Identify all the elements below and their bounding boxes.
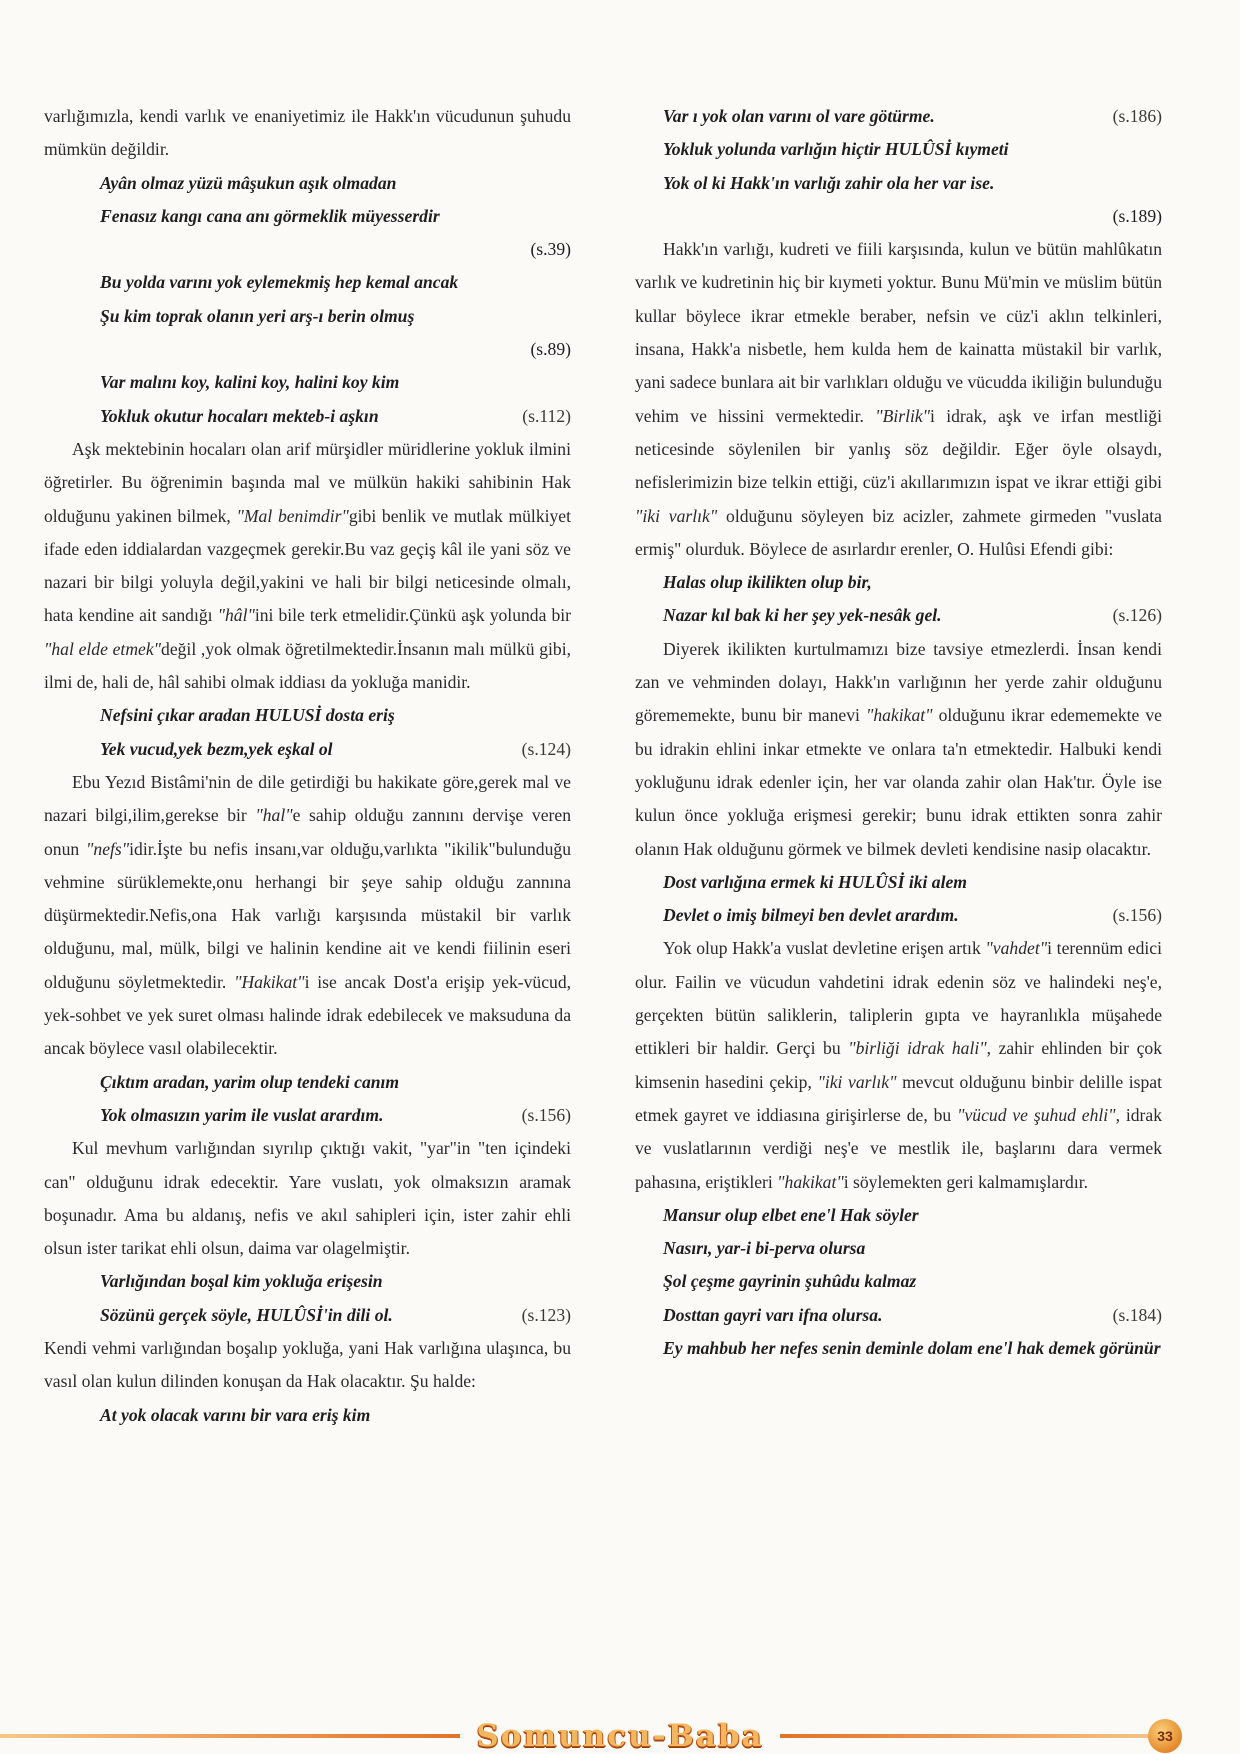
verse-line (44, 1299, 571, 1332)
text: olduğunu ikrar edememekte ve bu idrakin ehlini inkar etmekte ve onlara ta'n etmektedir. Halbuki kendi yokluğunu idrak edenler için, her var olanda zahir olan Hak'tır. Öyle ise kulun önce yokluğa erişmesi gerekir; bunu idrak ettikten sonra zahir olanın Hak olduğunu görmek ve bilmek devleti kendisine nasip olacaktır. (635, 705, 1162, 859)
text: Yok olup Hakk'a vuslat devletine erişen artık (663, 938, 986, 959)
footer-rule-left (0, 1734, 460, 1738)
page-reference: (s.123) (521, 1304, 571, 1325)
verse-block (635, 100, 1162, 233)
verse-text: Nazar kıl bak ki her şey yek-nesâk gel. (663, 605, 942, 626)
quote-italic: "hal elde etmek" (44, 638, 162, 659)
verse-line (44, 733, 571, 766)
verse-text: Yek vucud,yek bezm,yek eşkal ol (100, 738, 333, 759)
text: Diyerek ikilikten kurtulmamızı bize tavsiye etmezlerdi. İnsan kendi zan ve vehminden dolayı, Hakk'ın varlığının her yerde zahir olduğunu görememekte, bunu bir manevi (635, 638, 1162, 726)
verse-block (635, 866, 1162, 933)
verse-line: Nefsini çıkar aradan HULUSİ dosta eriş (100, 705, 395, 726)
verse-line: Şol çeşme gayrinin şuhûdu kalmaz (663, 1271, 917, 1292)
verse-line (44, 1099, 571, 1132)
verse-block (44, 699, 571, 766)
verse-line: Var malını koy, kalini koy, halini koy kim (100, 372, 400, 393)
paragraph: Kendi vehmi varlığından boşalıp yokluğa, yani Hak varlığına ulaşınca, bu vasıl olan kulun dilinden konuşan da Hak olacaktır. Şu halde: (44, 1337, 571, 1392)
verse-line: Bu yolda varını yok eylemekmiş hep kemal ancak (100, 272, 459, 293)
text: idir.İşte bu nefis insanı,var olduğu,varlıkta "ikilik"bulunduğu vehmine sürüklemekte,onu herhangi bir şeye sahip olduğu zannına düşürmektedir.Nefis,ona Hak varlığı karşısında müstakil bir varlık olduğunu, mal, mülk, bilgi ve halinin kendine ait ve kendi fiilinin eseri olduğunu söyletmektedir. (44, 838, 571, 992)
paragraph (635, 932, 1162, 1198)
quote-italic: "birliği idrak hali" (848, 1038, 987, 1059)
quote-italic: "Birlik" (875, 405, 931, 426)
page-reference: (s.39) (530, 239, 571, 260)
quote-italic: "hâl" (217, 605, 255, 626)
text: , zahir ehlinden bir çok kimsenin hasedini çekip, (635, 1038, 1162, 1092)
paragraph (635, 233, 1162, 566)
page-reference: (s.112) (522, 405, 571, 426)
quote-italic: "vücud ve şuhud ehli" (957, 1104, 1116, 1125)
verse-block (44, 1265, 571, 1332)
text: e sahip olduğu zannını dervişe veren onun (44, 805, 571, 859)
text: olduğunu söyleyen biz acizler, zahmete girmeden "vuslata ermiş" olurduk. Böylece de asırlardır erenler, O. Hulûsi Efendi gibi: (635, 505, 1162, 559)
text: i terennüm edici olur. Failin ve vücudun vahdetini idrak edenin söz ve halindeki neş'e, gerçekten bütün saliklerin, taliplerin gıpta ve hayranlıkla müşahede ettikleri bir haldir. Gerçi bu (635, 938, 1162, 1059)
verse-line: Nasırı, yar-i bi-perva olursa (663, 1238, 866, 1259)
text: Aşk mektebinin hocaları olan arif mürşidler müridlerine yokluk ilmini öğretirler. Bu öğrenimin başında mal ve mülkün hakiki sahibinin Hak olduğunu yakinen bilmek, (44, 438, 571, 526)
page-footer (0, 1718, 1240, 1754)
quote-italic: "hal" (255, 805, 293, 826)
paragraph: varlığımızla, kendi varlık ve enaniyetimiz ile Hakk'ın vücudunun şuhudu mümkün değildir. (44, 106, 571, 160)
verse-text: Yokluk okutur hocaları mekteb-i aşkın (100, 405, 379, 426)
page-reference: (s.156) (521, 1104, 571, 1125)
right-column (635, 100, 1162, 1365)
verse-text: Sözünü gerçek söyle, HULÛSİ'in dili ol. (100, 1304, 393, 1325)
verse-text: Yok olmasızın yarim ile vuslat arardım. (100, 1104, 384, 1125)
verse-line: Çıktım aradan, yarim olup tendeki canım (100, 1071, 400, 1092)
verse-text: Var ı yok olan varını ol vare götürme. (663, 106, 935, 126)
quote-italic: "nefs" (86, 838, 130, 859)
verse-block (635, 566, 1162, 633)
paragraph (44, 766, 571, 1066)
quote-italic: "hakikat" (777, 1171, 844, 1192)
verse-line (635, 599, 1162, 632)
quote-italic: "vahdet" (985, 938, 1048, 959)
verse-text: Devlet o imiş bilmeyi ben devlet arardım. (663, 905, 959, 926)
verse-block (44, 266, 571, 366)
text: ini bile terk etmelidir.Çünkü aşk yolunda bir (254, 605, 571, 626)
verse-line: Mansur olup elbet ene'l Hak söyler (663, 1204, 919, 1225)
left-column (44, 100, 571, 1432)
quote-italic: "iki varlık" (635, 505, 718, 526)
verse-line: Ey mahbub her nefes senin deminle dolam ene'l hak demek görünür (663, 1337, 1161, 1358)
verse-line: Yok ol ki Hakk'ın varlığı zahir ola her var ise. (663, 172, 995, 193)
quote-italic: "Hakikat" (234, 971, 305, 992)
page-reference: (s.89) (530, 339, 571, 360)
verse-line (635, 899, 1162, 932)
paragraph: Kul mevhum varlığından sıyrılıp çıktığı vakit, "yar"in "ten içindeki can" olduğunu idrak edecektir. Yare vuslatı, yok olmaksızın aramak boşunadır. Ama bu aldanış, nefis ve akıl sahipleri için, ister zahir ehli olsun ister tarikat ehli olsun, daima var olagelmiştir. (44, 1138, 571, 1259)
quote-italic: "iki varlık" (817, 1071, 897, 1092)
page-reference: (s.189) (1112, 205, 1162, 226)
verse-line: At yok olacak varını bir vara eriş kim (100, 1404, 371, 1425)
text: mevcut olduğunu binbir delille ispat etmek gayret ve iddiasına girişirlerse de, bu (635, 1071, 1162, 1125)
verse-text: Dosttan gayri varı ifna olursa. (663, 1304, 883, 1325)
page-reference: (s.126) (1112, 605, 1162, 626)
verse-block (44, 167, 571, 267)
verse-line: Yokluk yolunda varlığın hiçtir HULÛSİ kıymeti (663, 139, 1009, 160)
text: gibi benlik ve mutlak mülkiyet ifade eden iddialardan vazgeçmek gerekir.Bu vaz geçiş kâl ile yani söz ve nazari bir bilgi yoluyla değil,yakini ve hali bir bilgi neticesinde olmalı, hata kendine ait sandığı (44, 505, 571, 626)
quote-italic: "hakikat" (865, 705, 933, 726)
text: i ise ancak Dost'a erişip yek-vücud, yek-sohbet ve yek suret olması halinde idrak edebilecek ve maksuduna da ancak böylece vasıl olabilecektir. (44, 971, 572, 1059)
verse-block (44, 1399, 571, 1432)
verse-line: Şu kim toprak olanın yeri arş-ı berin olmuş (100, 305, 415, 326)
page-reference: (s.184) (1112, 1304, 1162, 1325)
verse-line: Dost varlığına ermek ki HULÛSİ iki alem (663, 871, 967, 892)
text: , idrak ve vuslatlarının verdiği neş'e ve mestlik ile, başlarını dara vermek pahasına, eriştikleri (635, 1104, 1162, 1192)
verse-line: Ayân olmaz yüzü mâşukun aşık olmadan (100, 172, 397, 193)
verse-line (635, 100, 1162, 133)
paragraph (44, 433, 571, 699)
verse-block (44, 1066, 571, 1133)
text: Ebu Yezıd Bistâmi'nin de dile getirdiği bu hakikate göre,gerek mal ve nazari bilgi,ilim,gerekse bir (44, 771, 571, 826)
quote-italic: "Mal benimdir" (236, 505, 349, 526)
verse-block (44, 366, 571, 433)
verse-line: Fenasız kangı cana anı görmeklik müyesserdir (100, 205, 440, 226)
page-number: 33 (1148, 1719, 1182, 1753)
page-reference: (s.124) (521, 738, 571, 759)
paragraph (635, 633, 1162, 866)
footer-rule-right (780, 1734, 1166, 1738)
page-reference: (s.186) (1112, 106, 1162, 126)
text: değil ,yok olmak öğretilmektedir.İnsanın malı mülkü gibi, ilmi de, hali de, hâl sahibi olmak iddiası da yokluğa manidir. (44, 638, 571, 693)
page-reference: (s.156) (1112, 905, 1162, 926)
verse-block (635, 1199, 1162, 1332)
text: i idrak, aşk ve irfan mestliği neticesinde söylenilen bir yanlış söz değildir. Eğer öyle olsaydı, nefislerimizin bize telkin ettiği, cüz'i akıllarımızın ispat ve ikrar ettiği gibi (635, 405, 1162, 493)
verse-line: Varlığından boşal kim yokluğa erişesin (100, 1271, 383, 1292)
verse-line: Halas olup ikilikten olup bir, (663, 572, 872, 593)
verse-block (635, 1332, 1162, 1365)
verse-line (635, 1299, 1162, 1332)
text: i söylemekten geri kalmamışlardır. (843, 1171, 1089, 1192)
magazine-logo: Somuncu-Baba (476, 1718, 764, 1754)
verse-line (44, 400, 571, 433)
text: Hakk'ın varlığı, kudreti ve fiili karşısında, kulun ve bütün mahlûkatın varlık ve kudretinin hiç bir kıymeti yoktur. Bunu Mü'min ve müslim bütün kullar böylece ikrar etmekle beraber, nefsin ve cüz'i aklın telkinleri, insana, Hakk'a nisbetle, hem kulda hem de kainatta müstakil bir varlık, yani sadece bunlara ait bir varlıkları olduğu ve vücudda ikiliğin bulunduğu vehim ve hissini vermektedir. (635, 239, 1162, 426)
